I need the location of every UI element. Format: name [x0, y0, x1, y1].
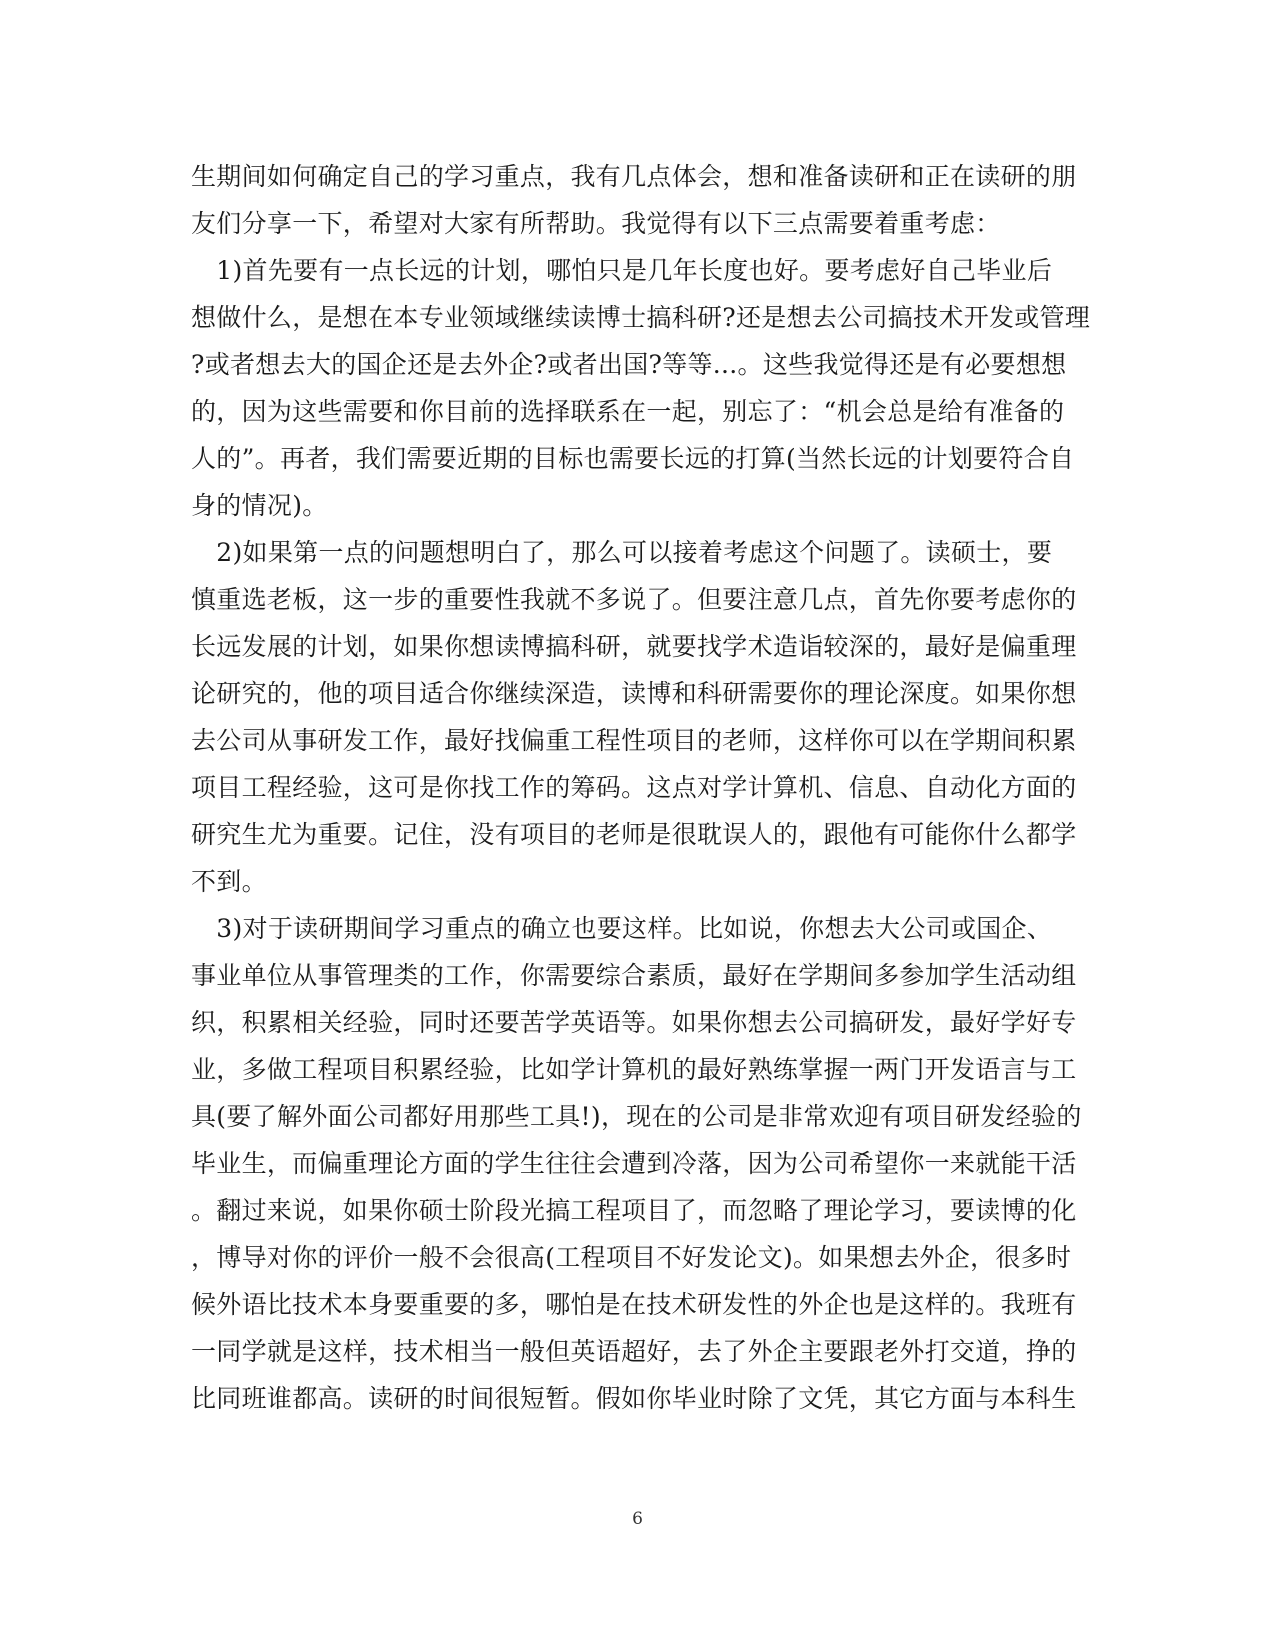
text-line: 1)首先要有一点长远的计划，哪怕只是几年长度也好。要考虑好自己毕业后: [191, 256, 1053, 285]
text-line: 3)对于读研期间学习重点的确立也要这样。比如说，你想去大公司或国企、: [191, 914, 1053, 943]
text-line: 想做什么，是想在本专业领域继续读博士搞科研?还是想去公司搞技术开发或管理: [191, 303, 1091, 332]
text-line: 去公司从事研发工作，最好找偏重工程性项目的老师，这样你可以在学期间积累: [191, 726, 1077, 755]
text-line: 事业单位从事管理类的工作，你需要综合素质，最好在学期间多参加学生活动组: [191, 961, 1077, 990]
text-line: ，博导对你的评价一般不会很高(工程项目不好发论文)。如果想去外企，很多时: [191, 1243, 1072, 1272]
text-line: 慎重选老板，这一步的重要性我就不多说了。但要注意几点，首先你要考虑你的: [191, 585, 1077, 614]
text-line: ?或者想去大的国企还是去外企?或者出国?等等...。这些我觉得还是有必要想想: [191, 350, 1067, 379]
text-line: 2)如果第一点的问题想明白了，那么可以接着考虑这个问题了。读硕士，要: [191, 538, 1053, 567]
text-line: 身的情况)。: [191, 491, 328, 520]
text-line: 人的”。再者，我们需要近期的目标也需要长远的打算(当然长远的计划要符合自: [191, 444, 1075, 473]
text-line: 毕业生，而偏重理论方面的学生往往会遭到冷落，因为公司希望你一来就能干活: [191, 1149, 1077, 1178]
text-line: 候外语比技术本身要重要的多，哪怕是在技术研发性的外企也是这样的。我班有: [191, 1290, 1077, 1319]
text-line: 长远发展的计划，如果你想读博搞科研，就要找学术造诣较深的，最好是偏重理: [191, 632, 1077, 661]
text-line: 一同学就是这样，技术相当一般但英语超好，去了外企主要跟老外打交道，挣的: [191, 1337, 1077, 1366]
text-line: 的，因为这些需要和你目前的选择联系在一起，别忘了：“机会总是给有准备的: [191, 397, 1065, 426]
text-line: 研究生尤为重要。记住，没有项目的老师是很耽误人的，跟他有可能你什么都学: [191, 820, 1077, 849]
page-number: 6: [632, 1509, 643, 1529]
text-line: 不到。: [191, 867, 267, 896]
text-line: 友们分享一下，希望对大家有所帮助。我觉得有以下三点需要着重考虑：: [191, 209, 1001, 238]
text-line: 生期间如何确定自己的学习重点，我有几点体会，想和准备读研和正在读研的朋: [191, 162, 1077, 191]
text-line: 比同班谁都高。读研的时间很短暂。假如你毕业时除了文凭，其它方面与本科生: [191, 1384, 1077, 1413]
text-line: 业，多做工程项目积累经验，比如学计算机的最好熟练掌握一两门开发语言与工: [191, 1055, 1077, 1084]
text-line: 。翻过来说，如果你硕士阶段光搞工程项目了，而忽略了理论学习，要读博的化: [191, 1196, 1077, 1225]
text-line: 论研究的，他的项目适合你继续深造，读博和科研需要你的理论深度。如果你想: [191, 679, 1077, 708]
text-line: 织，积累相关经验，同时还要苦学英语等。如果你想去公司搞研发，最好学好专: [191, 1008, 1077, 1037]
text-line: 项目工程经验，这可是你找工作的筹码。这点对学计算机、信息、自动化方面的: [191, 773, 1077, 802]
text-line: 具(要了解外面公司都好用那些工具!)，现在的公司是非常欢迎有项目研发经验的: [191, 1102, 1082, 1131]
